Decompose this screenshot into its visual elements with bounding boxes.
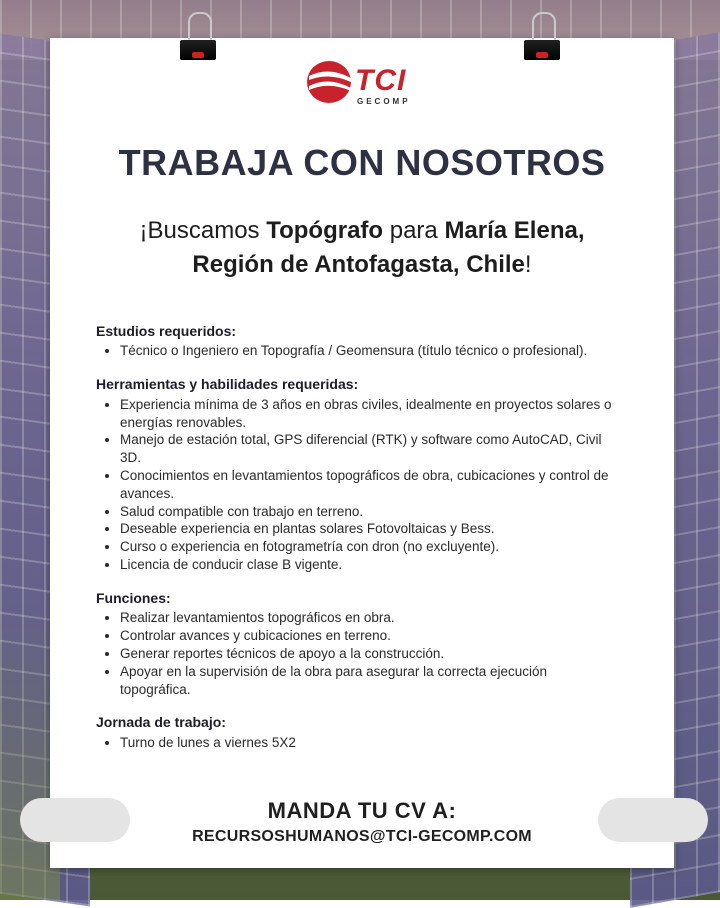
list-item: • Licencia de conducir clase B vigente. [120,556,616,574]
list-item: • Generar reportes técnicos de apoyo a la construcción. [120,645,616,663]
headline-place-2: Región de Antofagasta, Chile [192,250,525,278]
tci-logo [305,58,425,110]
list-item: • Manejo de estación total, GPS diferencial (RTK) y software como AutoCAD, Civil 3D. [120,431,616,467]
contact-email-link[interactable]: RECURSOSHUMANOS@TCI-GECOMP.COM [192,828,532,845]
section-title: Herramientas y habilidades requeridas: [96,376,359,393]
list-item: • Curso o experiencia en fotogrametría con dron (no excluyente). [120,538,616,556]
job-details [96,322,616,767]
list-item: • Apoyar en la supervisión de la obra para asegurar la correcta ejecución topográfica. [120,663,616,699]
list-item: • Experiencia mínima de 3 años en obras civiles, idealmente en proyectos solares o energías renovables. [120,396,616,432]
section-title: Estudios requeridos: [96,323,237,339]
logo-subtitle: GECOMP [357,97,411,106]
section-functions [96,589,616,699]
headline-role: Topógrafo [266,217,384,244]
list-item: • Salud compatible con trabajo en terreno. [120,503,616,521]
section-schedule [96,713,616,751]
headline-place-1: María Elena, [444,217,585,244]
logo-swoosh-icon [305,58,355,106]
binder-clip-icon [180,30,216,60]
cta-heading: MANDA TU CV A: [267,798,457,823]
list-item: • Deseable experiencia en plantas solares Fotovoltaicas y Bess. [120,520,616,538]
section-studies [96,322,616,360]
logo-brand: TCI [355,64,407,97]
headline-pre: ¡Buscamos [139,217,267,244]
section-title: Jornada de trabajo: [96,714,226,731]
binder-clip-icon [524,30,560,60]
section-title: Funciones: [96,589,171,606]
list-item: • Controlar avances y cubicaciones en terreno. [120,627,616,645]
page-title: TRABAJA CON NOSOTROS [118,142,606,183]
list-item: • Realizar levantamientos topográficos en obra. [120,609,616,627]
headline-end: ! [524,250,532,278]
section-skills [96,375,616,574]
job-poster [50,38,674,868]
list-item: • Turno de lunes a viernes 5X2 [120,734,616,752]
list-item: • Conocimientos en levantamientos topográficos de obra, cubicaciones y control de avances. [120,467,616,503]
job-headline [80,214,644,281]
list-item: • Técnico o Ingeniero en Topografía / Geomensura (título técnico o profesional). [120,342,616,360]
headline-mid: para [383,217,445,244]
